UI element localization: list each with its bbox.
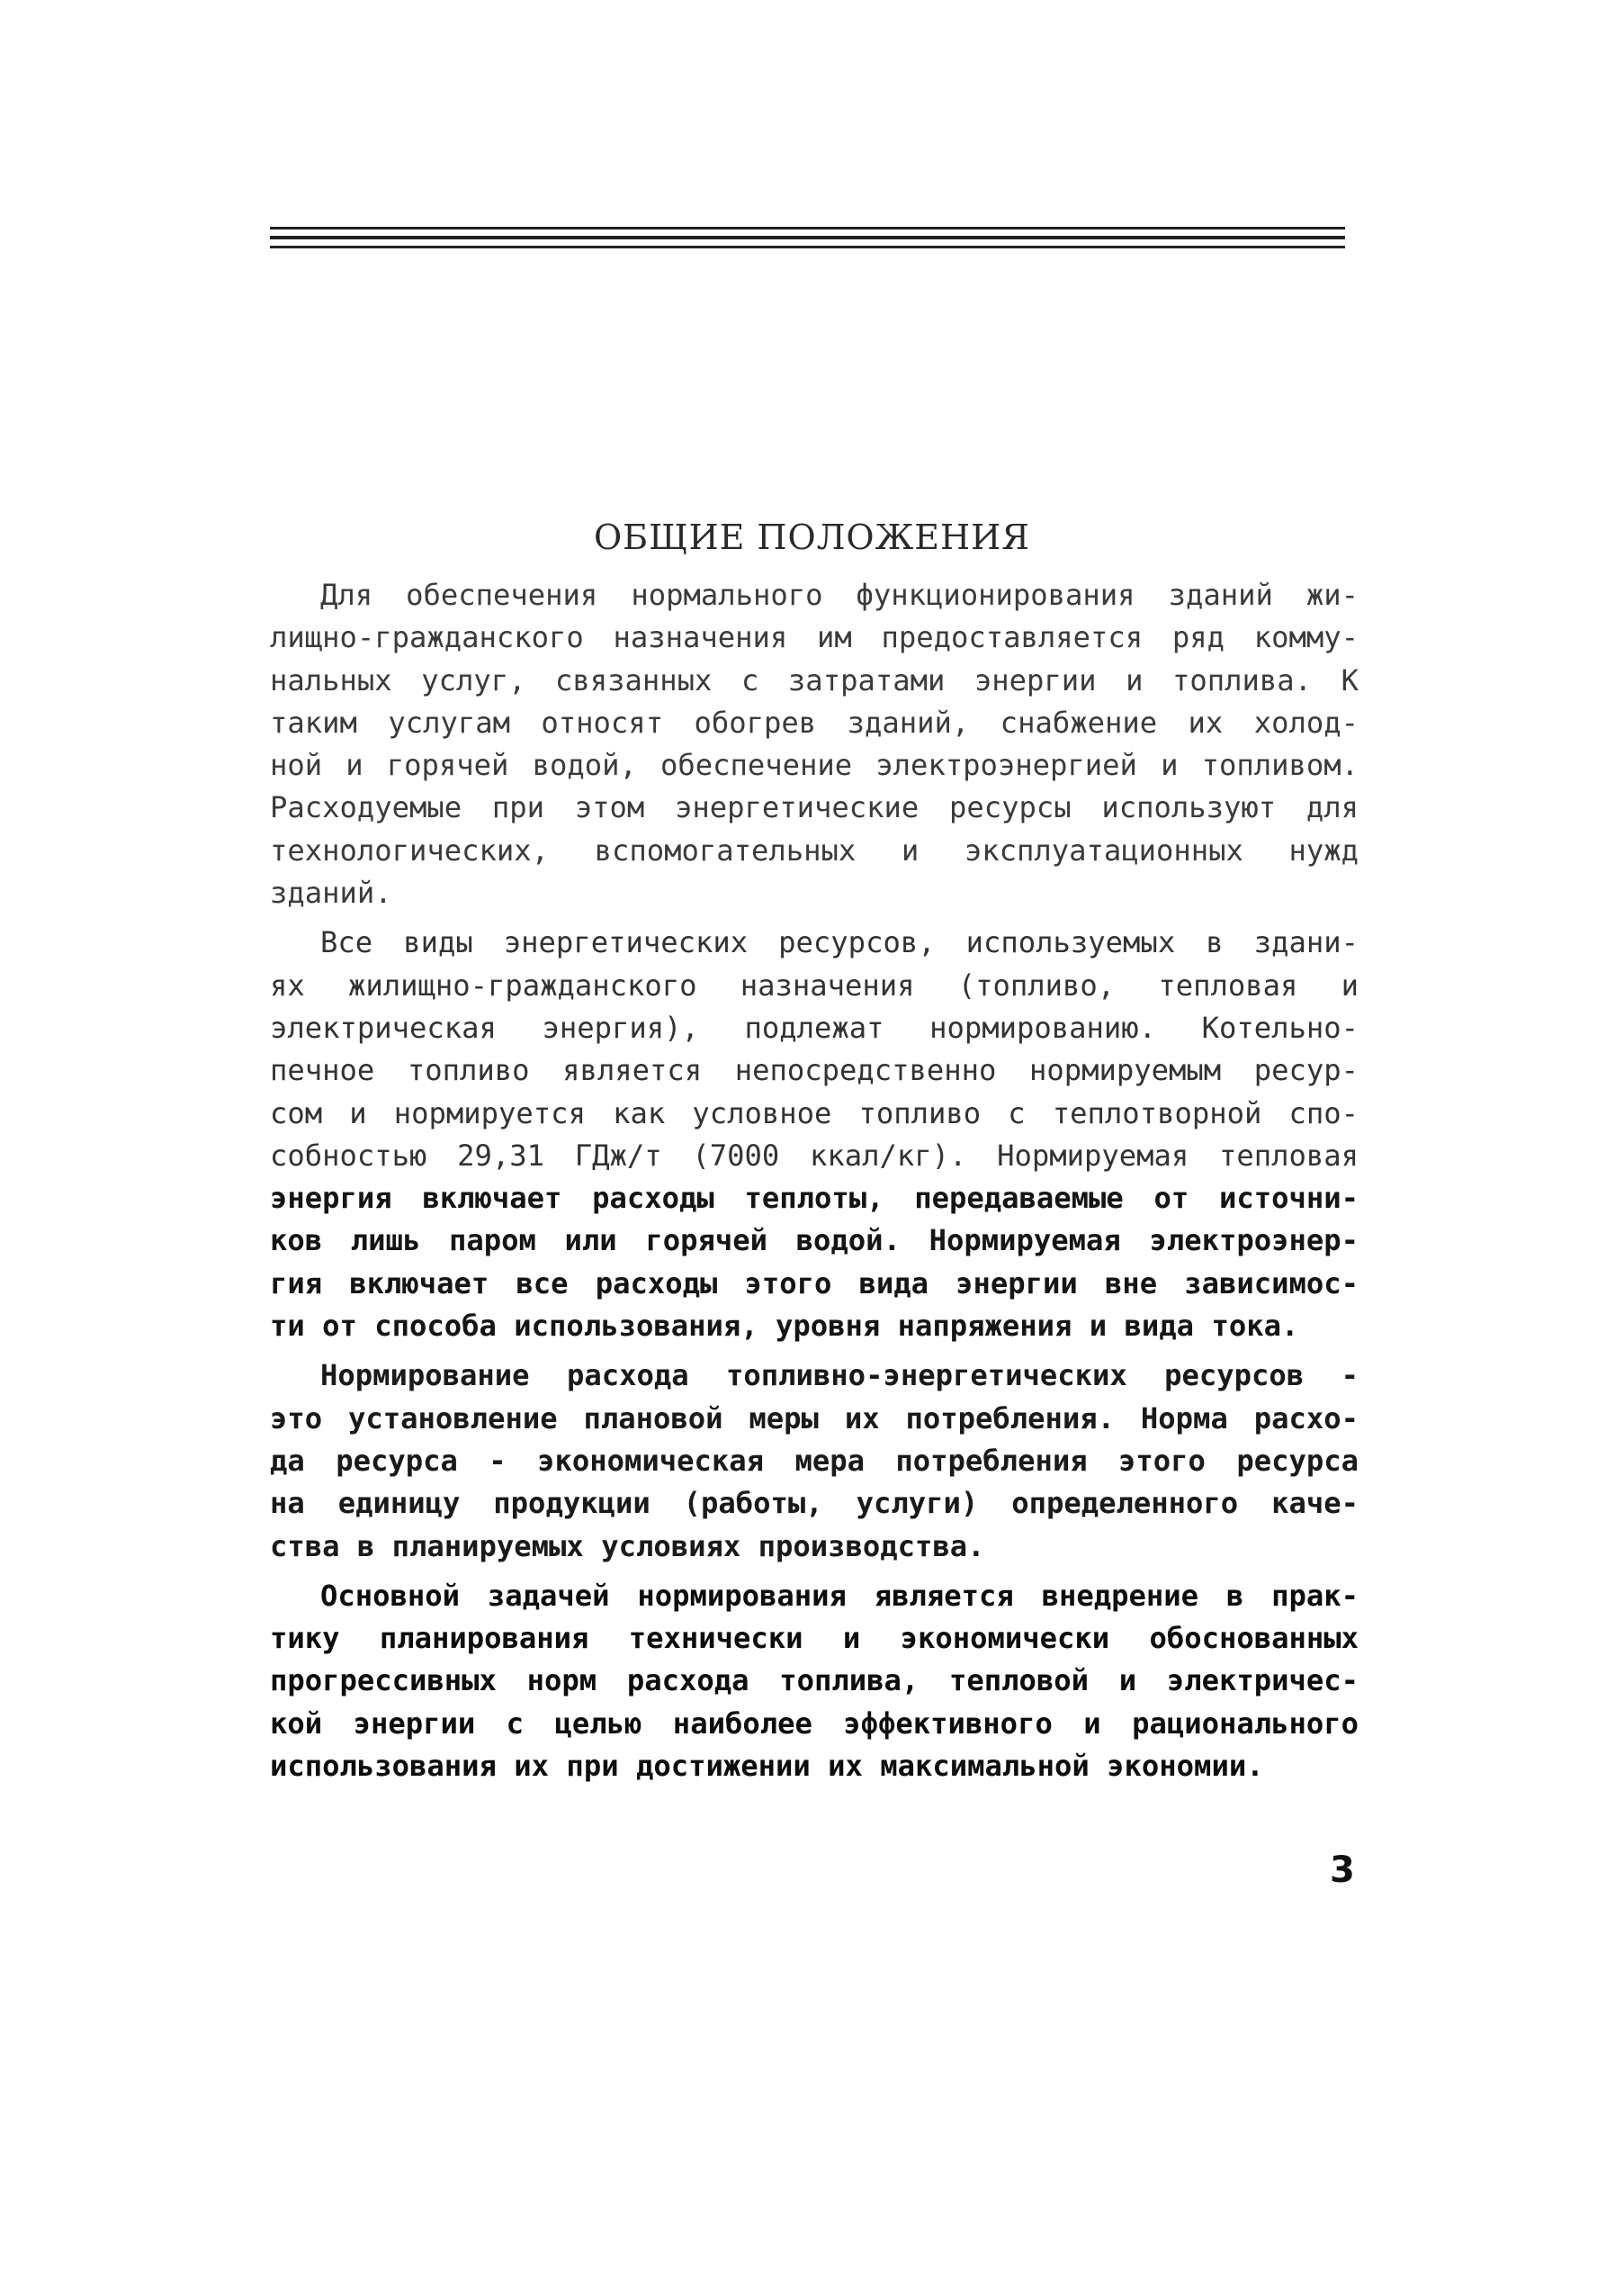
text-line: лищно-гражданского назначения им предоставляется ряд комму- [270, 620, 1359, 655]
text-line: да ресурса - экономическая мера потребления этого ресурса [270, 1443, 1359, 1478]
text-line: на единицу продукции (работы, услуги) определенного каче- [270, 1486, 1359, 1521]
page-number: 3 [1330, 1850, 1355, 1891]
text-line: ной и горячей водой, обеспечение электроэнергией и топливом. [270, 748, 1359, 783]
paragraph-1 [270, 574, 1359, 914]
text-line: Расходуемые при этом энергетические ресурсы используют для [270, 790, 1359, 825]
text-line: собностью 29,31 ГДж/т (7000 ккал/кг). Нормируемая тепловая [270, 1138, 1359, 1173]
text-line: прогрессивных норм расхода топлива, тепловой и электричес- [270, 1663, 1359, 1698]
paragraph-gap [270, 914, 1359, 922]
header-rule-middle [270, 236, 1345, 239]
text-line: ков лишь паром или горячей водой. Нормируемая электроэнер- [270, 1223, 1359, 1258]
text-line: ти от способа использования, уровня напряжения и вида тока. [270, 1309, 1299, 1344]
text-line: гия включает все расходы этого вида энергии вне зависимос- [270, 1265, 1359, 1300]
paragraph-3 [270, 1354, 1359, 1567]
text-line: Нормирование расхода топливно-энергетических ресурсов - [320, 1358, 1359, 1393]
paragraph-2 [270, 922, 1359, 1347]
text-line: зданий. [270, 876, 392, 911]
text-line: таким услугам относят обогрев зданий, снабжение их холод- [270, 705, 1359, 740]
paragraph-gap [270, 1568, 1359, 1575]
text-line: ях жилищно-гражданского назначения (топливо, тепловая и [270, 968, 1359, 1003]
text-line: энергия включает расходы теплоты, передаваемые от источни- [270, 1181, 1359, 1216]
body-text [270, 574, 1359, 1787]
text-line: тику планирования технически и экономически обоснованных [270, 1621, 1359, 1656]
text-line: технологических, вспомогательных и эксплуатационных нужд [270, 832, 1359, 868]
text-line: нальных услуг, связанных с затратами энергии и топлива. К [270, 662, 1359, 698]
text-line: печное топливо является непосредственно нормируемым ресур- [270, 1053, 1359, 1088]
text-line: Основной задачей нормирования является внедрение в прак- [320, 1578, 1359, 1613]
text-line: кой энергии с целью наиболее эффективного и рационального [270, 1706, 1359, 1741]
text-line: Для обеспечения нормального функционирования зданий жи- [320, 578, 1359, 612]
text-line: сом и нормируется как условное топливо с теплотворной спо- [270, 1095, 1359, 1130]
header-rule-top [270, 227, 1345, 230]
text-line: использования их при достижении их максимальной экономии. [270, 1749, 1264, 1784]
text-line: ства в планируемых условиях производства. [270, 1528, 985, 1563]
text-line: это установление плановой меры их потребления. Норма расхо- [270, 1400, 1359, 1436]
section-title: ОБЩИЕ ПОЛОЖЕНИЯ [594, 518, 1030, 557]
header-rule-bottom [270, 246, 1345, 248]
paragraph-4 [270, 1575, 1359, 1787]
text-line: Все виды энергетических ресурсов, используемых в здани- [320, 925, 1359, 960]
paragraph-gap [270, 1347, 1359, 1354]
text-line: электрическая энергия), подлежат нормированию. Котельно- [270, 1010, 1359, 1045]
